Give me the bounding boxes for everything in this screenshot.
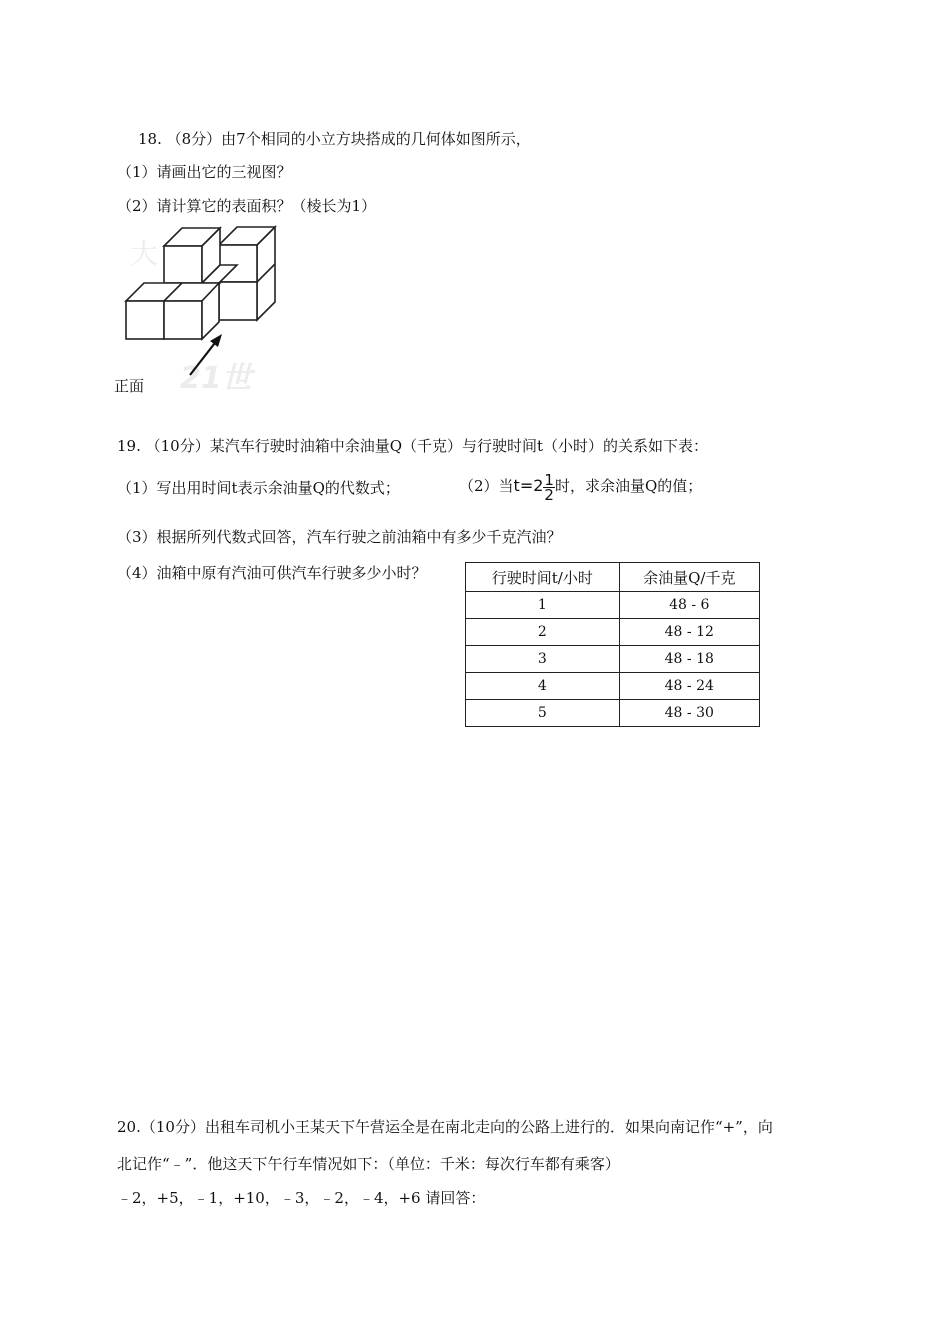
cell-oil: 48 - 12 <box>619 619 759 646</box>
q19-heading: 19. （10分）某汽车行驶时油箱中余油量Q（千克）与行驶时间t（小时）的关系如下表： <box>117 437 709 455</box>
q19-part2-expr: t=2 <box>513 476 544 495</box>
q18-part2: （2）请计算它的表面积？（棱长为1） <box>117 197 377 215</box>
table-row <box>466 700 760 727</box>
front-label: 正面 <box>114 377 145 395</box>
table-row <box>466 619 760 646</box>
header-time: 行驶时间t/小时 <box>466 563 620 592</box>
cell-oil: 48 - 24 <box>619 673 759 700</box>
cell-time: 5 <box>466 700 620 727</box>
cell-oil: 48 - 6 <box>619 592 759 619</box>
cell-time: 4 <box>466 673 620 700</box>
q19-part2 <box>459 466 702 506</box>
q20-line1: 20.（10分）出租车司机小王某天下午营运全是在南北走向的公路上进行的．如果向南记作“+”，向 <box>117 1118 773 1136</box>
watermark-top: 大 <box>130 237 159 270</box>
q19-part3: （3）根据所列代数式回答，汽车行驶之前油箱中有多少千克汽油？ <box>117 528 562 546</box>
fraction-denominator: 2 <box>544 485 554 504</box>
watermark-bottom: 21世 <box>180 361 252 396</box>
cell-time: 2 <box>466 619 620 646</box>
q19-part2-prefix: （2）当 <box>459 477 514 495</box>
q18-part1: （1）请画出它的三视图？ <box>117 163 292 181</box>
q19-part1: （1）写出用时间t表示余油量Q的代数式； <box>117 479 400 497</box>
q20-line3: ﹣2，+5，﹣1，+10，﹣3，﹣2，﹣4，+6 请回答： <box>117 1189 486 1207</box>
cell-time: 3 <box>466 646 620 673</box>
q18-heading: 18. （8分）由7个相同的小立方块搭成的几何体如图所示， <box>138 130 531 148</box>
fraction-numerator: 1 <box>544 470 554 489</box>
fraction <box>543 470 555 504</box>
table-row <box>466 673 760 700</box>
oil-table <box>465 562 760 727</box>
table-header-row <box>466 563 760 592</box>
table-row <box>466 646 760 673</box>
header-oil: 余油量Q/千克 <box>619 563 759 592</box>
q19-part4: （4）油箱中原有汽油可供汽车行驶多少小时？ <box>117 564 427 582</box>
q20-line2: 北记作“﹣”．他这天下午行车情况如下：（单位：千米：每次行车都有乘客） <box>117 1155 620 1173</box>
cell-time: 1 <box>466 592 620 619</box>
table-row <box>466 592 760 619</box>
cell-oil: 48 - 30 <box>619 700 759 727</box>
cell-oil: 48 - 18 <box>619 646 759 673</box>
cube-figure <box>110 218 290 403</box>
q19-part2-suffix: 时，求余油量Q的值； <box>554 477 703 495</box>
